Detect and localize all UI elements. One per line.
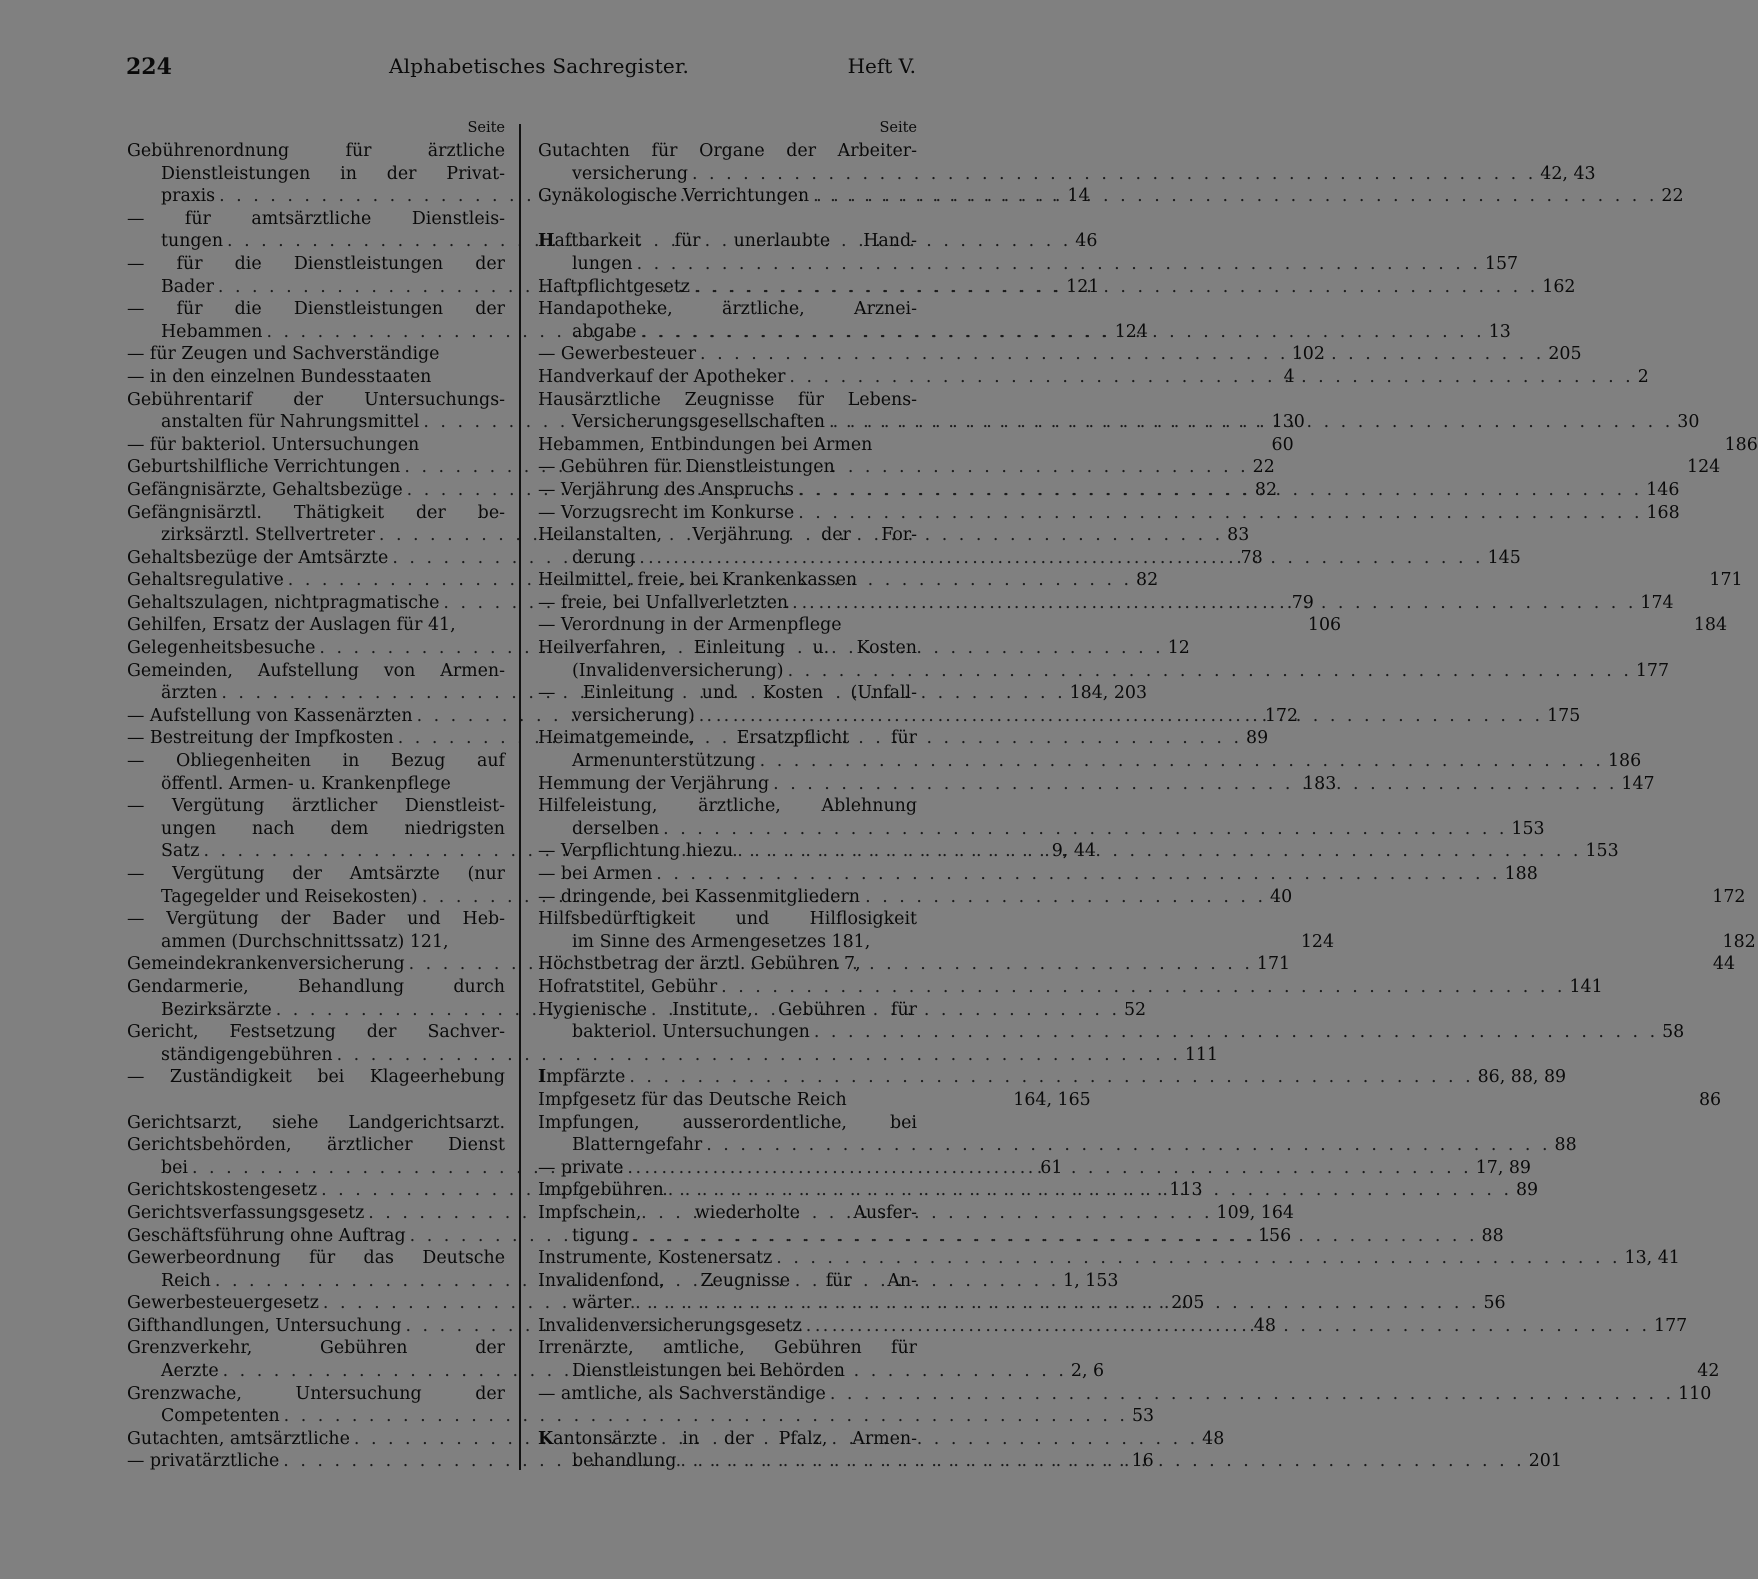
entry-text: bei — [161, 1157, 188, 1178]
entry-line — [538, 366, 1649, 389]
page-reference: 172 — [1712, 886, 1746, 907]
entry-line — [127, 1066, 505, 1089]
leader-dots — [784, 660, 1636, 683]
entry-text: Heilmittel, freie, bei Krankenkassen — [538, 570, 858, 591]
entry-line — [538, 253, 1519, 276]
page-reference: 30 — [1677, 412, 1700, 433]
entry-text: Gifthandlungen, Untersuchung — [127, 1315, 402, 1336]
entry-text: — Einleitung und Kosten (Unfall- — [538, 683, 917, 704]
entry-text: Gutachten, amtsärztliche — [127, 1428, 350, 1449]
entry-text: Hilfsbedürftigkeit und Hilflosigkeit — [538, 909, 917, 930]
entry-text: Impfschein, wiederholte Ausfer- — [538, 1202, 917, 1223]
entry-text: Gefängnisärzte, Gehaltsbezüge — [127, 479, 403, 500]
entry-text: Hebammen, Entbindungen bei Armen — [538, 434, 873, 455]
entry-line — [538, 524, 917, 547]
entry-text: Hofratstitel, Gebühr — [538, 976, 718, 997]
page-reference: 141 — [1569, 976, 1603, 997]
page-reference: 83 — [1227, 525, 1250, 546]
entry-text: abgabe — [572, 321, 637, 342]
entry-text: — in den einzelnen Bundesstaaten — [127, 366, 432, 387]
page-reference: 88 — [1554, 1135, 1577, 1156]
page-reference: 124 — [1300, 931, 1335, 952]
entry-text: — Vergütung ärztlicher Dienstleist- — [127, 796, 505, 817]
entry-line — [127, 163, 505, 186]
leader-dots — [702, 1134, 1554, 1157]
entry-text: Bader — [161, 276, 214, 297]
page-reference: 184, 203 — [1069, 683, 1148, 704]
index-entry — [538, 1247, 1680, 1270]
entry-text: Impfungen, ausserordentliche, bei — [538, 1112, 917, 1133]
page-reference: 177 — [1635, 660, 1670, 681]
page-reference: 106 — [1307, 615, 1342, 636]
entry-text: Gewerbesteuergesetz — [127, 1293, 319, 1314]
page-reference: 22 — [1661, 186, 1684, 207]
entry-line — [538, 976, 1603, 999]
entry-line — [127, 298, 505, 321]
page-reference: 162 — [1542, 276, 1576, 297]
entry-text: Competenten — [161, 1406, 280, 1427]
entry-text: Gehilfen, Ersatz der Auslagen für 41, — [127, 615, 456, 636]
entry-text: Gewerbeordnung für das Deutsche — [127, 1248, 505, 1269]
entry-text: Haftpflichtgesetz — [538, 276, 690, 297]
entry-line — [538, 298, 917, 321]
entry-line — [127, 140, 505, 163]
page-reference: 82 — [1254, 479, 1278, 500]
entry-text: — Verjährung des Anspruchs — [538, 479, 794, 500]
entry-text: Gehaltszulagen, nichtpragmatische — [127, 592, 440, 613]
page-reference: 201 — [1528, 1451, 1562, 1472]
entry-text: Gutachten für Organe der Arbeiter- — [538, 141, 917, 161]
index-entry — [538, 366, 1649, 389]
entry-text: Grenzwache, Untersuchung der — [127, 1383, 505, 1404]
page-reference: 130 — [1271, 412, 1305, 433]
page-reference: 86, 88, 89 — [1477, 1067, 1567, 1088]
entry-text: Gendarmerie, Behandlung durch — [127, 976, 505, 997]
entry-text: — freie, bei Unfallverletzten — [538, 592, 789, 613]
entry-text: Gerichtsarzt, siehe Landgerichtsarzt. — [127, 1112, 505, 1133]
entry-text: praxis — [161, 186, 216, 207]
entry-text: — Zuständigkeit bei Klageerhebung — [127, 1067, 505, 1088]
entry-text: — für amtsärztliche Dienstleis- — [127, 208, 505, 229]
index-entry — [538, 1383, 1712, 1406]
entry-text: wärter — [572, 1293, 632, 1314]
page-reference: 183 — [1303, 773, 1337, 794]
entry-line — [538, 637, 917, 660]
page-reference: 121 — [1066, 276, 1100, 297]
entry-text: Geschäftsführung ohne Auftrag — [127, 1225, 406, 1246]
entry-text: — amtliche, als Sachverständige — [538, 1383, 826, 1404]
page-reference: 79 — [1291, 592, 1314, 613]
entry-text: Aerzte — [161, 1361, 219, 1382]
page-reference: 22 — [1252, 457, 1275, 478]
page-reference: 89 — [1515, 1180, 1539, 1201]
page-reference: 174 — [1640, 592, 1674, 613]
entry-line — [538, 727, 917, 750]
entry-text: Dienstleistungen bei Behörden — [572, 1361, 845, 1382]
entry-text: versicherung) — [572, 705, 695, 726]
entry-text: Gehaltsbezüge der Amtsärzte — [127, 547, 389, 568]
page-reference: 168 — [1646, 502, 1680, 523]
entry-text: Gerichtskostengesetz — [127, 1180, 318, 1201]
page-reference: 109, 164 — [1216, 1202, 1294, 1223]
entry-text: — privatärztliche — [127, 1451, 280, 1472]
entry-text: Impfgesetz für das Deutsche Reich — [538, 1089, 847, 1110]
page-reference: 156 — [1257, 1225, 1292, 1246]
leader-dots — [733, 840, 1585, 863]
entry-text: Gebührentarif der Untersuchungs- — [127, 389, 505, 410]
entry-text: ärzten — [161, 683, 218, 704]
page-reference: 48 — [1202, 1428, 1225, 1449]
entry-line — [538, 660, 1670, 683]
entry-line — [538, 682, 917, 705]
entry-line — [127, 208, 505, 231]
entry-text: — für die Dienstleistungen der — [127, 299, 505, 320]
page-reference: 145 — [1487, 547, 1521, 568]
page-reference: 52 — [1123, 999, 1147, 1020]
page-reference: 16 — [1131, 1451, 1154, 1472]
page-reference: 2, 6 — [1070, 1361, 1105, 1382]
entry-text: Gebührenordnung für ärztliche — [127, 141, 505, 161]
entry-text: Gemeinden, Aufstellung von Armen- — [127, 660, 505, 681]
page-reference: 48 — [1253, 1315, 1276, 1336]
entry-text: — private — [538, 1157, 624, 1178]
leader-dots — [676, 1450, 1528, 1473]
page-reference: 188 — [1504, 864, 1538, 884]
entry-text: — Bestreitung der Impfkosten — [127, 728, 394, 749]
page-reference: 1, 153 — [1063, 1270, 1119, 1291]
page-reference: 2 — [1637, 366, 1649, 387]
entry-line — [538, 1134, 1577, 1157]
page-reference: 171 — [1256, 954, 1291, 975]
leader-dots — [631, 1292, 1483, 1315]
page-reference: 40 — [1270, 886, 1293, 907]
entry-line — [538, 818, 1545, 841]
page-reference: 53 — [1131, 1406, 1155, 1427]
page-reference: 13, 41 — [1624, 1248, 1680, 1269]
index-entry — [538, 140, 1596, 185]
index-entry — [538, 1066, 1567, 1089]
page-reference: 4 — [1283, 366, 1295, 387]
leader-dots — [623, 1157, 1475, 1180]
page-reference: 89 — [1246, 728, 1269, 749]
leader-dots — [809, 185, 1661, 208]
page-reference: 60 — [1271, 434, 1294, 455]
entry-line — [127, 1337, 505, 1360]
entry-line — [127, 818, 505, 841]
entry-text: Hilfeleistung, ärztliche, Ablehnung — [538, 796, 917, 817]
leader-dots — [769, 773, 1621, 796]
entry-text: Armenunterstützung — [572, 751, 756, 772]
entry-text: — Verordnung in der Armenpflege — [538, 615, 842, 636]
entry-line — [127, 1044, 1219, 1067]
entry-line — [127, 863, 505, 886]
entry-line — [127, 908, 505, 931]
entry-text: Hygienische Institute, Gebühren für — [538, 999, 917, 1020]
entry-line — [538, 750, 1642, 773]
entry-line — [538, 1202, 917, 1225]
page-title: Alphabetisches Sachregister. — [389, 54, 690, 78]
entry-text: — Gebühren für Dienstleistungen — [538, 457, 835, 478]
entry-text: — dringende, bei Kassenmitgliedern — [538, 886, 860, 907]
entry-text: Gynäkologische Verrichtungen — [538, 186, 810, 207]
section-gap — [538, 1405, 917, 1428]
entry-text: Hebammen — [161, 321, 263, 342]
issue-label: Heft V. — [847, 54, 916, 78]
page-reference: 61 — [1040, 1157, 1063, 1178]
entry-text: — für Zeugen und Sachverständige — [127, 344, 440, 365]
entry-text: Gerichtsbehörden, ärztlicher Dienst — [127, 1135, 505, 1156]
entry-text: Irrenärzte, amtliche, Gebühren für — [538, 1338, 917, 1359]
entry-text: bakteriol. Untersuchungen — [572, 1022, 810, 1043]
entry-line — [538, 1270, 917, 1293]
entry-line — [538, 1337, 917, 1360]
entry-text: — Vergütung der Amtsärzte (nur — [127, 864, 505, 884]
seite-label: Seite — [879, 120, 917, 136]
entry-text: Heimatgemeinde, Ersatzpflicht für — [538, 728, 917, 749]
entry-text: Kantonsärzte in der Pfalz, Armen- — [538, 1428, 917, 1449]
leader-dots — [629, 1225, 1481, 1248]
entry-line — [538, 1247, 1680, 1270]
entry-line — [127, 1405, 1155, 1428]
entry-line — [538, 795, 917, 818]
leader-dots — [664, 1179, 1516, 1202]
page-reference: 86 — [1698, 1089, 1722, 1110]
entry-text: Hemmung der Verjährung — [538, 773, 770, 794]
entry-line — [127, 1112, 505, 1135]
entry-text: öffentl. Armen- u. Krankenpflege — [161, 773, 451, 794]
index-entry — [538, 1112, 1577, 1157]
entry-line — [538, 908, 917, 931]
leader-dots — [788, 592, 1640, 615]
leader-dots — [695, 705, 1547, 728]
entry-text: Instrumente, Kostenersatz — [538, 1248, 773, 1269]
leader-dots — [635, 547, 1487, 570]
entry-text: Tagegelder und Reisekosten) — [161, 886, 418, 907]
entry-text: — Verpflichtung hiezu — [538, 841, 734, 862]
entry-line — [538, 1383, 1712, 1406]
page-number: 224 — [126, 54, 172, 80]
leader-dots — [633, 253, 1485, 276]
entry-text: Invalidenversicherungsgesetz — [538, 1315, 802, 1336]
entry-text: Blatterngefahr — [572, 1135, 703, 1156]
entry-text: Impfärzte — [538, 1067, 626, 1088]
page-reference: 124 — [1687, 457, 1721, 478]
page-reference: 42, 43 — [1540, 163, 1596, 184]
entry-text: im Sinne des Armengesetzes 181, — [572, 931, 871, 952]
leader-dots — [636, 321, 1488, 344]
entry-line — [127, 389, 505, 412]
leader-dots — [625, 1066, 1477, 1089]
section-gap — [538, 1044, 917, 1067]
entry-text: Satz — [161, 841, 200, 862]
page-reference: 44 — [1712, 954, 1736, 975]
page-reference: 78 — [1240, 547, 1263, 568]
leader-dots — [690, 276, 1542, 299]
entry-text: Hausärztliche Zeugnisse für Lebens- — [538, 389, 917, 410]
entry-line — [127, 1134, 505, 1157]
page-reference: 113 — [1169, 1180, 1203, 1201]
page-reference: 17, 89 — [1475, 1157, 1532, 1178]
page-reference: 102 — [1291, 344, 1325, 365]
index-entry — [538, 795, 1545, 840]
page-reference: 164, 165 — [1013, 1089, 1091, 1110]
entry-text: behandlung — [572, 1451, 677, 1472]
leader-dots — [825, 411, 1677, 434]
entry-text: Handverkauf der Apotheker — [538, 366, 786, 387]
page-reference: 186 — [1724, 434, 1758, 455]
entry-line — [538, 140, 917, 163]
page-reference: 171 — [1709, 570, 1743, 591]
page-reference: 58 — [1662, 1022, 1685, 1043]
leader-dots — [772, 1247, 1624, 1270]
entry-line — [538, 230, 917, 253]
entry-text: derung — [572, 547, 636, 568]
page-reference: 124 — [1114, 321, 1148, 342]
entry-line — [127, 1247, 505, 1270]
leader-dots — [810, 1021, 1662, 1044]
entry-text: — Vorzugsrecht im Konkurse — [538, 502, 795, 523]
page-reference: 153 — [1585, 841, 1619, 862]
page-reference: 9, 44 — [1051, 841, 1096, 862]
page-reference: 205 — [1171, 1293, 1205, 1314]
entry-line — [538, 502, 1680, 525]
entry-text: Heilanstalten, Verjährung der For- — [538, 525, 917, 546]
entry-text: Handapotheke, ärztliche, Arznei- — [538, 299, 917, 320]
entry-text: Geburtshilfliche Verrichtungen — [127, 457, 401, 478]
entry-text: Impfgebühren — [538, 1180, 664, 1201]
page-header — [126, 54, 916, 86]
entry-line — [538, 1066, 1567, 1089]
entry-text: — für bakteriol. Untersuchungen — [127, 434, 420, 455]
page-reference: 182 — [1722, 931, 1756, 952]
leader-dots — [802, 1315, 1654, 1338]
entry-text: Höchstbetrag der ärztl. Gebühren 7, — [538, 954, 861, 975]
leader-dots — [696, 343, 1548, 366]
page-reference: 146 — [1646, 479, 1680, 500]
entry-text: Gefängnisärztl. Thätigkeit der be- — [127, 502, 505, 523]
index-entry — [538, 976, 1603, 999]
leader-dots — [652, 863, 1504, 886]
entry-text: Gemeindekrankenversicherung — [127, 954, 405, 975]
entry-text: lungen — [572, 253, 633, 274]
entry-text: Reich — [161, 1270, 211, 1291]
page-reference: 56 — [1483, 1293, 1506, 1314]
entry-line — [127, 660, 505, 683]
entry-text: — Aufstellung von Kassenärzten — [127, 705, 413, 726]
entry-text: versicherung — [572, 163, 688, 184]
seite-label: Seite — [467, 120, 505, 136]
entry-text: Haftbarkeit für unerlaubte Hand- — [538, 231, 917, 252]
entry-text: tungen — [161, 231, 224, 252]
entry-line — [127, 795, 505, 818]
leader-dots — [794, 479, 1646, 502]
page-reference: 12 — [1167, 638, 1190, 659]
entry-text: anstalten für Nahrungsmittel — [161, 412, 420, 433]
entry-text: Heilverfahren, Einleitung u. Kosten — [538, 638, 917, 659]
page-reference: 153 — [1511, 818, 1545, 839]
entry-text: ständigengebühren — [161, 1044, 333, 1065]
leader-dots — [794, 502, 1646, 525]
page-reference: 172 — [1264, 705, 1299, 726]
page-reference: 184 — [1693, 615, 1728, 636]
page-reference: 111 — [1184, 1044, 1219, 1065]
section-gap — [538, 208, 917, 231]
entry-line — [538, 1112, 917, 1135]
entry-text: tigung — [572, 1225, 630, 1246]
entry-line — [538, 1021, 1685, 1044]
column-divider — [519, 124, 521, 1470]
entry-text: — Obliegenheiten in Bezug auf — [127, 751, 505, 772]
entry-line — [538, 863, 1538, 886]
page-reference: 175 — [1547, 705, 1581, 726]
entry-line — [538, 163, 1596, 186]
entry-text: Gelegenheitsbesuche — [127, 638, 316, 659]
page-reference: 205 — [1548, 344, 1582, 365]
entry-line — [127, 1383, 505, 1406]
leader-dots — [688, 163, 1540, 186]
page-reference: 147 — [1621, 773, 1655, 794]
page-reference: 14 — [1067, 186, 1090, 207]
index-entry — [538, 502, 1680, 525]
entry-line — [127, 750, 505, 773]
entry-text: Dienstleistungen in der Privat- — [161, 163, 505, 184]
page-reference: 186 — [1607, 751, 1642, 772]
entry-line — [538, 1428, 917, 1451]
entry-line — [127, 502, 505, 525]
page-reference: 177 — [1654, 1315, 1688, 1336]
entry-text: Gehaltsregulative — [127, 570, 284, 591]
page-reference: 82 — [1136, 570, 1159, 591]
entry-text: Grenzverkehr, Gebühren der — [127, 1338, 505, 1359]
leader-dots — [826, 1383, 1678, 1406]
leader-dots — [785, 366, 1637, 389]
entry-text: — Vergütung der Bader und Heb- — [127, 909, 505, 930]
page-reference: 46 — [1075, 231, 1098, 252]
entry-text: Bezirksärzte — [161, 999, 272, 1020]
index-entry — [127, 1112, 505, 1135]
entry-line — [538, 389, 917, 412]
index-entry — [538, 863, 1538, 886]
leader-dots — [659, 818, 1511, 841]
entry-text: Invalidenfond, Zeugnisse für An- — [538, 1270, 917, 1291]
entry-text: ungen nach dem niedrigsten — [161, 818, 505, 839]
entry-line — [127, 253, 505, 276]
entry-line — [538, 999, 917, 1022]
entry-text: Versicherungsgesellschaften — [572, 412, 825, 433]
entry-text: zirksärztl. Stellvertreter — [161, 525, 375, 546]
leader-dots — [717, 976, 1569, 999]
entry-text: ammen (Durchschnittssatz) 121, — [161, 931, 449, 952]
entry-text: Gerichtsverfassungsgesetz — [127, 1202, 365, 1223]
entry-text: (Invalidenversicherung) — [572, 660, 784, 681]
page-reference: 110 — [1678, 1383, 1712, 1404]
page-reference: 88 — [1481, 1225, 1504, 1246]
entry-line — [127, 976, 505, 999]
page-reference: 42 — [1697, 1361, 1720, 1382]
leader-dots — [756, 750, 1608, 773]
entry-text: — Gewerbesteuer — [538, 344, 697, 365]
entry-text: — für die Dienstleistungen der — [127, 253, 505, 274]
entry-text: Gericht, Festsetzung der Sachver- — [127, 1022, 505, 1043]
entry-text: — bei Armen — [538, 864, 653, 884]
page-reference: 157 — [1484, 253, 1519, 274]
entry-text: derselben — [572, 818, 660, 839]
entry-line — [127, 1021, 505, 1044]
page-reference: 13 — [1488, 321, 1511, 342]
